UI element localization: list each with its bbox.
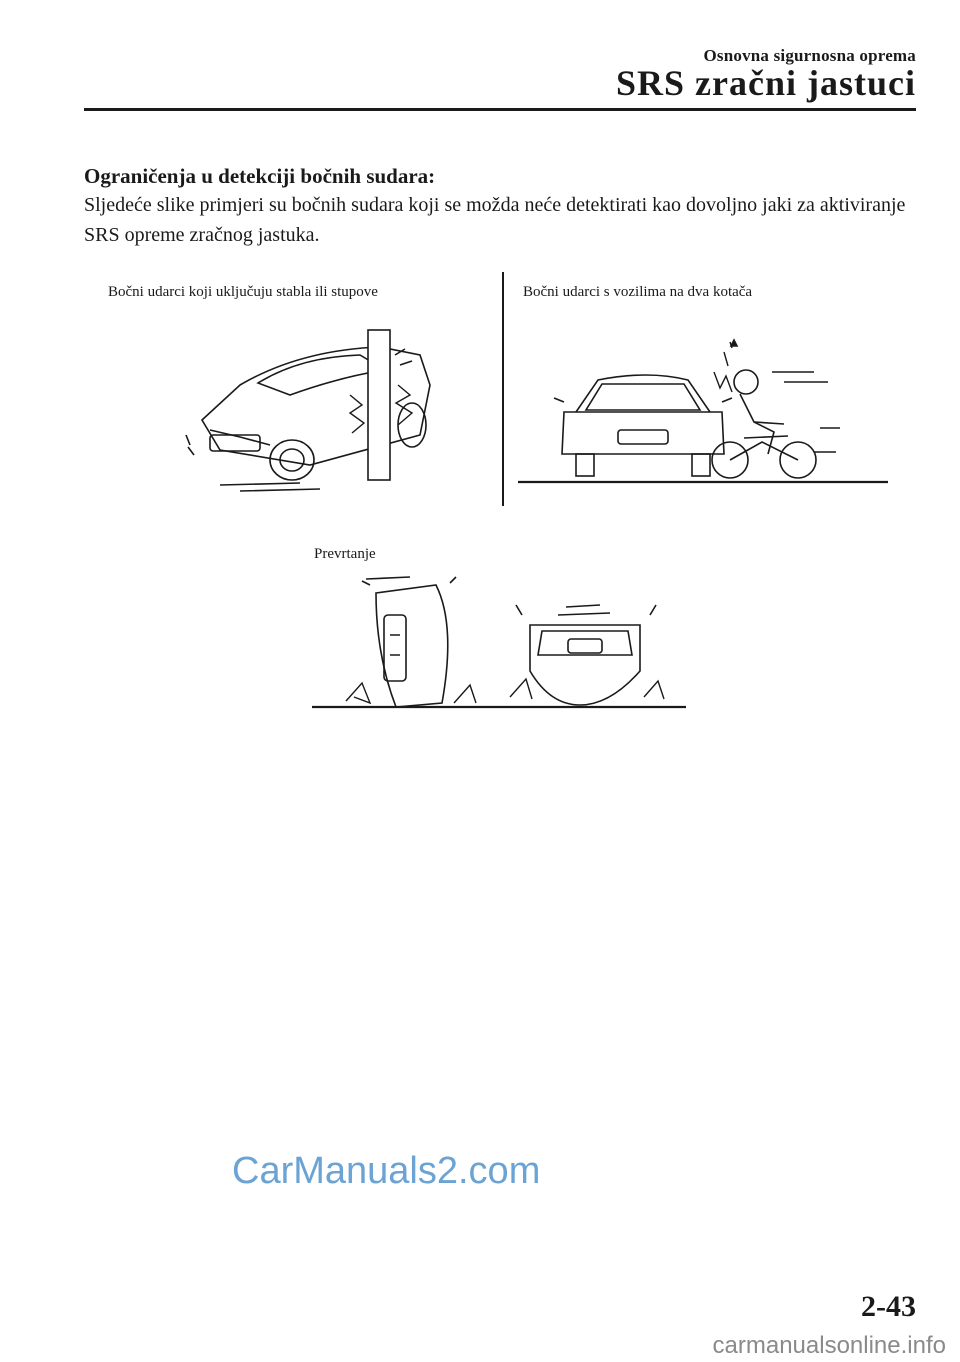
watermark-logo: CarManuals2.com — [232, 1150, 541, 1192]
caption-rollover: Prevrtanje — [314, 546, 376, 562]
illustration-car-pole-impact — [180, 325, 460, 495]
footer-site-watermark: carmanualsonline.info — [712, 1332, 946, 1359]
section-title: Osnovna sigurnosna oprema — [703, 46, 916, 65]
caption-two-wheeler: Bočni udarci s vozilima na dva kotača — [523, 284, 753, 300]
illustration-motorcycle-impact — [518, 342, 890, 487]
caption-tree-pole: Bočni udarci koji uključuju stabla ili stupove — [108, 284, 378, 300]
page-title: SRS zračni jastuci — [616, 63, 916, 103]
illustration-rollover — [310, 575, 690, 710]
header-divider — [84, 108, 916, 111]
subsection-heading: Ograničenja u detekciji bočnih sudara: — [84, 164, 436, 188]
figure-divider — [502, 272, 504, 506]
page-number: 2-43 — [861, 1290, 916, 1323]
intro-paragraph: Sljedeće slike primjeri su bočnih sudara koji se možda neće detektirati kao dovoljno jaki za aktiviranje SRS opreme zračnog jastuka. — [84, 194, 906, 246]
